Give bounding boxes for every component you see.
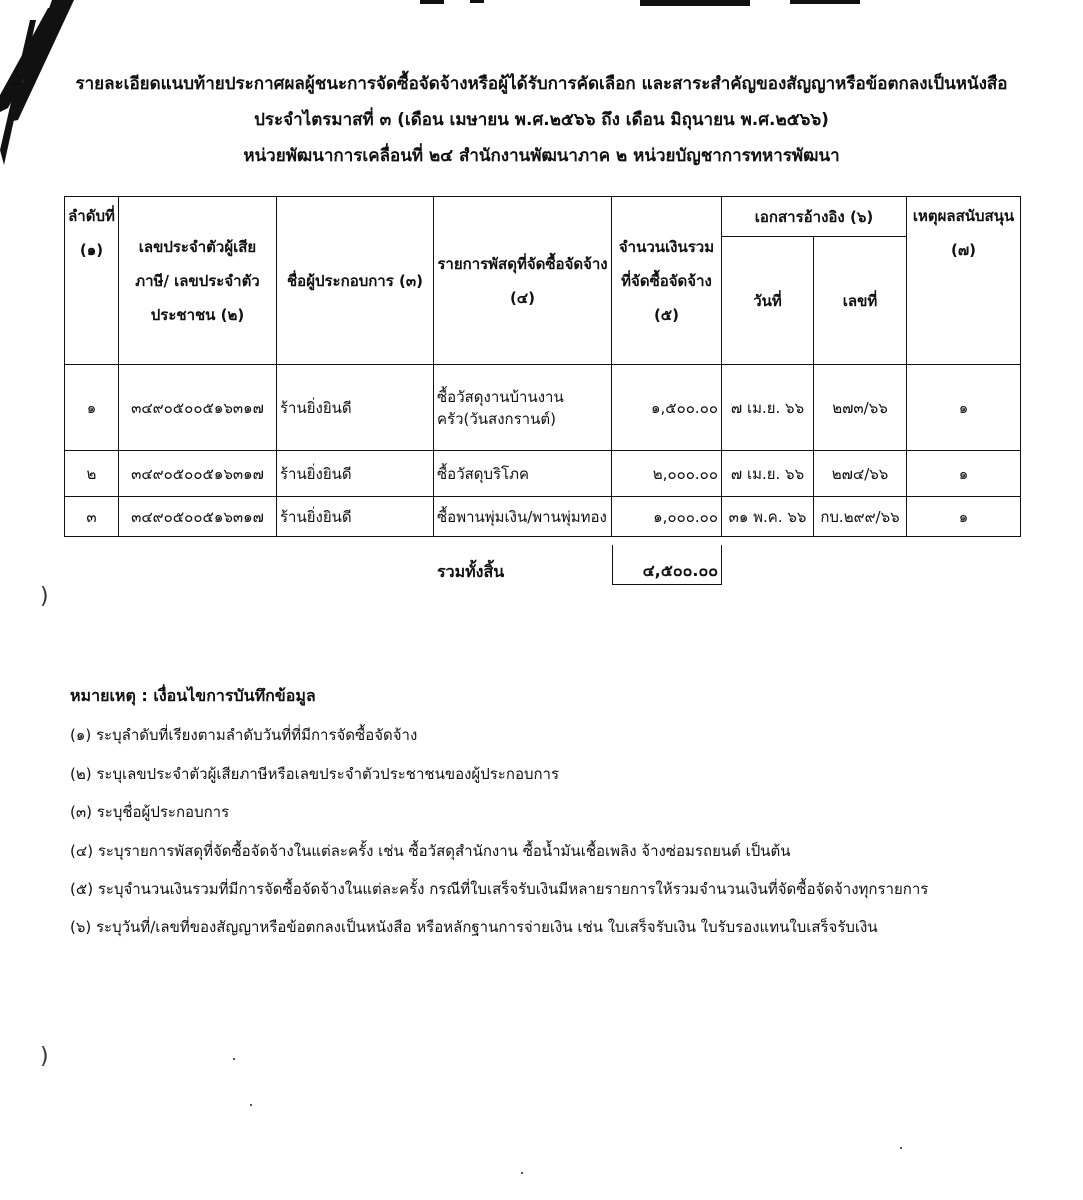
cell-seq: ๒ (65, 451, 119, 497)
scan-mark-paren: ) (40, 584, 49, 609)
header-vendor: ชื่อผู้ประกอบการ (๓) (277, 197, 434, 365)
header-reason: เหตุผลสนับสนุน (๗) (907, 197, 1021, 365)
cell-taxid: ๓๔๙๐๕๐๐๕๑๖๓๑๗ (119, 365, 277, 451)
scan-speck (233, 1058, 235, 1060)
header-number: เลขที่ (814, 237, 907, 365)
header-refdoc: เอกสารอ้างอิง (๖) (722, 197, 907, 237)
notes-title: หมายเหตุ : เงื่อนไขการบันทึกข้อมูล (70, 686, 316, 705)
cell-items: ซื้อพานพุ่มเงิน/พานพุ่มทอง (434, 497, 612, 537)
cell-items: ซื้อวัสดุบริโภค (434, 451, 612, 497)
note-item: (๓) ระบุชื่อผู้ประกอบการ (70, 803, 230, 821)
header-taxid: เลขประจำตัวผู้เสียภาษี/ เลขประจำตัวประชาชน (๒) (119, 197, 277, 365)
cell-items: ซื้อวัสดุงานบ้านงานครัว(วันสงกรานต์) (434, 365, 612, 451)
header-seq: ลำดับที่ (๑) (65, 197, 119, 365)
cell-vendor: ร้านยิ่งยินดี (277, 497, 434, 537)
doc-title-line3: หน่วยพัฒนาการเคลื่อนที่ ๒๔ สำนักงานพัฒนาภาค ๒ หน่วยบัญชาการทหารพัฒนา (243, 146, 840, 166)
cell-taxid: ๓๔๙๐๕๐๐๕๑๖๓๑๗ (119, 451, 277, 497)
scan-mark-paren: ) (40, 1044, 49, 1069)
cell-seq: ๑ (65, 365, 119, 451)
scan-speck (521, 1172, 523, 1174)
cell-reason: ๑ (907, 365, 1021, 451)
note-item: (๑) ระบุลำดับที่เรียงตามลำดับวันที่ที่มีการจัดซื้อจัดจ้าง (70, 726, 418, 744)
cell-amount: ๑,๐๐๐.๐๐ (612, 497, 722, 537)
cell-number: ๒๗๓/๖๖ (814, 365, 907, 451)
total-value: ๔,๕๐๐.๐๐ (612, 545, 722, 585)
table-row (65, 497, 1021, 537)
note-item: (๕) ระบุจำนวนเงินรวมที่มีการจัดซื้อจัดจ้างในแต่ละครั้ง กรณีที่ใบเสร็จรับเงินมีหลายรายการให้รวมจำนวนเงินที่จัดซื้อจัดจ้างทุกรายการ (70, 880, 929, 898)
total-label: รวมทั้งสิ้น (437, 562, 505, 581)
doc-title-line1: รายละเอียดแนบท้ายประกาศผลผู้ชนะการจัดซื้อจัดจ้างหรือผู้ได้รับการคัดเลือก และสาระสำคัญของสัญญาหรือข้อตกลงเป็นหนังสือ (75, 74, 1008, 94)
procurement-table (64, 196, 1021, 537)
cell-date: ๗ เม.ย. ๖๖ (722, 451, 814, 497)
scan-speck (900, 1147, 902, 1149)
cell-amount: ๒,๐๐๐.๐๐ (612, 451, 722, 497)
cell-amount: ๑,๕๐๐.๐๐ (612, 365, 722, 451)
cell-vendor: ร้านยิ่งยินดี (277, 365, 434, 451)
table-row (65, 451, 1021, 497)
scan-speck (250, 1104, 252, 1106)
header-date: วันที่ (722, 237, 814, 365)
cell-number: ๒๗๔/๖๖ (814, 451, 907, 497)
cell-reason: ๑ (907, 451, 1021, 497)
cell-number: กบ.๒๙๙/๖๖ (814, 497, 907, 537)
cell-reason: ๑ (907, 497, 1021, 537)
cell-date: ๓๑ พ.ค. ๖๖ (722, 497, 814, 537)
cell-date: ๗ เม.ย. ๖๖ (722, 365, 814, 451)
header-items: รายการพัสดุที่จัดซื้อจัดจ้าง (๔) (434, 197, 612, 365)
table-row (65, 365, 1021, 451)
note-item: (๔) ระบุรายการพัสดุที่จัดซื้อจัดจ้างในแต่ละครั้ง เช่น ซื้อวัสดุสำนักงาน ซื้อน้ำมันเชื้อเพลิง จ้างซ่อมรถยนต์ เป็นต้น (70, 842, 791, 860)
scan-edge-marks (0, 0, 1083, 200)
header-amount: จำนวนเงินรวม ที่จัดซื้อจัดจ้าง (๕) (612, 197, 722, 365)
note-item: (๖) ระบุวันที่/เลขที่ของสัญญาหรือข้อตกลงเป็นหนังสือ หรือหลักฐานการจ่ายเงิน เช่น ใบเสร็จรับเงิน ใบรับรองแทนใบเสร็จรับเงิน (70, 918, 878, 936)
cell-seq: ๓ (65, 497, 119, 537)
cell-taxid: ๓๔๙๐๕๐๐๕๑๖๓๑๗ (119, 497, 277, 537)
doc-title-line2: ประจำไตรมาสที่ ๓ (เดือน เมษายน พ.ศ.๒๕๖๖ ถึง เดือน มิถุนายน พ.ศ.๒๕๖๖) (254, 110, 829, 130)
cell-vendor: ร้านยิ่งยินดี (277, 451, 434, 497)
note-item: (๒) ระบุเลขประจำตัวผู้เสียภาษีหรือเลขประจำตัวประชาชนของผู้ประกอบการ (70, 765, 560, 783)
